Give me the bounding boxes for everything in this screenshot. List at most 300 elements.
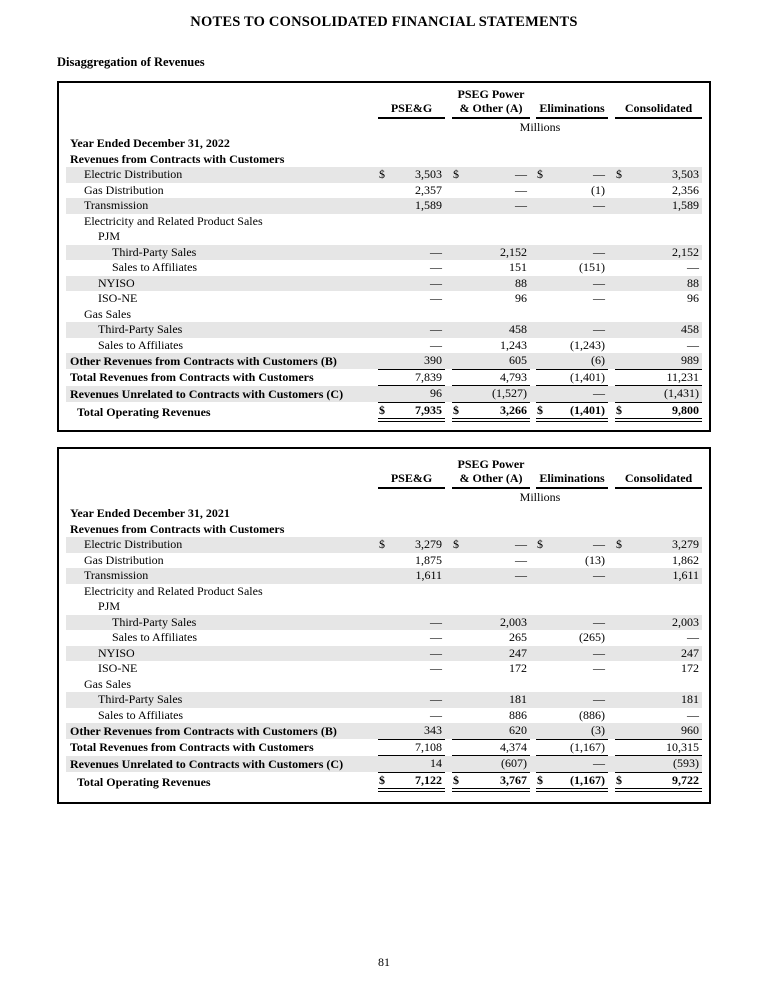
cell-dollar-sign: $ — [378, 402, 394, 420]
cell-value: 172 — [681, 661, 700, 675]
row-label: Total Operating Revenues — [77, 774, 211, 789]
cell-dollar-sign — [615, 615, 630, 631]
cell-dollar-sign: $ — [536, 167, 550, 183]
cell-value: — — [550, 198, 608, 214]
table-row — [66, 756, 702, 773]
cell-dollar-sign — [536, 245, 550, 261]
cell-dollar-sign — [536, 136, 550, 152]
cell-value — [468, 599, 530, 615]
cell-dollar-sign — [378, 136, 394, 152]
cell-dollar-sign — [378, 568, 394, 584]
units-row — [66, 488, 702, 506]
cell-dollar-sign — [378, 646, 394, 662]
cell-gap — [608, 183, 615, 199]
table-row — [66, 506, 702, 522]
cell-dollar-sign — [536, 661, 550, 677]
cell-dollar-sign — [615, 136, 630, 152]
cell-value: — — [687, 707, 700, 722]
cell-value: 1,875 — [415, 552, 442, 567]
cell-dollar-sign — [615, 276, 630, 292]
cell-dollar-sign — [452, 739, 468, 756]
cell-value: 151 — [509, 260, 527, 274]
row-label: Electric Distribution — [66, 167, 378, 183]
cell-dollar-sign — [452, 307, 468, 323]
cell-value: — — [550, 568, 608, 584]
cell-value — [630, 584, 702, 600]
cell-value: 9,722 — [630, 772, 702, 790]
cell-dollar-sign — [452, 291, 468, 307]
cell-gap — [445, 276, 452, 292]
cell-value: — — [394, 322, 445, 338]
cell-dollar-sign — [452, 522, 468, 538]
cell-gap — [608, 661, 615, 677]
row-label: Third-Party Sales — [66, 615, 378, 631]
cell-value — [630, 152, 702, 168]
cell-value: — — [515, 182, 527, 197]
cell-value: 10,315 — [630, 739, 702, 756]
cell-dollar-sign — [536, 291, 550, 307]
cell-value: (607) — [468, 756, 530, 773]
row-label: PJM — [98, 229, 121, 243]
cell-dollar-sign — [378, 599, 394, 615]
cell-value — [394, 136, 445, 152]
row-label: ISO-NE — [98, 661, 138, 675]
cell-value: 343 — [394, 723, 445, 739]
row-label: PJM — [98, 599, 121, 613]
cell-dollar-sign: $ — [452, 167, 468, 183]
cell-value: 1,611 — [630, 568, 702, 584]
table-row — [66, 739, 702, 756]
cell-gap — [445, 522, 452, 538]
cell-dollar-sign — [615, 260, 630, 276]
column-gap — [445, 458, 452, 488]
section-heading: Disaggregation of Revenues — [57, 55, 205, 69]
row-label: Gas Distribution — [84, 552, 164, 567]
cell-value: (1,527) — [468, 386, 530, 403]
cell-gap — [608, 568, 615, 584]
row-label: Sales to Affiliates — [98, 707, 184, 722]
cell-dollar-sign — [536, 506, 550, 522]
cell-dollar-sign — [615, 338, 630, 354]
cell-dollar-sign — [615, 198, 630, 214]
cell-dollar-sign — [452, 136, 468, 152]
table-row — [66, 646, 702, 662]
cell-gap — [608, 214, 615, 230]
cell-value: — — [550, 276, 608, 292]
cell-dollar-sign — [536, 522, 550, 538]
table-row — [66, 661, 702, 677]
cell-gap — [608, 260, 615, 276]
table-row — [66, 214, 702, 230]
table-row — [66, 599, 702, 615]
cell-dollar-sign — [452, 353, 468, 369]
cell-dollar-sign: $ — [615, 402, 630, 420]
cell-dollar-sign — [452, 553, 468, 569]
cell-dollar-sign — [536, 568, 550, 584]
cell-dollar-sign — [536, 723, 550, 739]
column-header: PSEG Power & Other (A) — [452, 88, 530, 118]
cell-gap — [445, 402, 452, 420]
cell-dollar-sign — [378, 553, 394, 569]
row-label: Third-Party Sales — [66, 322, 378, 338]
cell-value — [630, 229, 702, 245]
cell-gap — [608, 291, 615, 307]
cell-value — [468, 307, 530, 323]
cell-gap — [608, 322, 615, 338]
table-row — [66, 553, 702, 569]
cell-dollar-sign — [536, 739, 550, 756]
cell-dollar-sign: $ — [378, 772, 394, 790]
cell-dollar-sign — [615, 677, 630, 693]
cell-dollar-sign — [452, 322, 468, 338]
units-label: Millions — [519, 490, 561, 504]
cell-gap — [445, 553, 452, 569]
cell-dollar-sign — [452, 692, 468, 708]
cell-value: 7,935 — [394, 402, 445, 420]
cell-dollar-sign — [615, 506, 630, 522]
cell-value: 3,279 — [630, 537, 702, 553]
tables-container — [0, 81, 768, 804]
cell-value: 3,503 — [394, 167, 445, 183]
table-row — [66, 692, 702, 708]
cell-gap — [445, 739, 452, 756]
table-row — [66, 630, 702, 646]
cell-dollar-sign — [378, 214, 394, 230]
cell-value: — — [687, 260, 700, 274]
cell-value — [550, 214, 608, 230]
cell-dollar-sign — [536, 353, 550, 369]
cell-value: (13) — [585, 552, 606, 567]
table-row — [66, 584, 702, 600]
cell-value — [550, 152, 608, 168]
table-row — [66, 522, 702, 538]
cell-value: 3,767 — [468, 772, 530, 790]
table-row — [66, 772, 702, 790]
cell-dollar-sign — [378, 692, 394, 708]
cell-gap — [445, 386, 452, 403]
cell-dollar-sign — [615, 245, 630, 261]
cell-dollar-sign — [615, 214, 630, 230]
column-header: Consolidated — [615, 88, 702, 118]
cell-value: — — [687, 630, 700, 644]
cell-gap — [445, 661, 452, 677]
cell-value: 605 — [468, 353, 530, 369]
cell-value: 458 — [630, 322, 702, 338]
cell-dollar-sign — [536, 708, 550, 724]
row-label: Transmission — [66, 198, 378, 214]
row-label: Gas Sales — [84, 676, 131, 691]
cell-value — [630, 599, 702, 615]
cell-dollar-sign — [378, 506, 394, 522]
row-label: Sales to Affiliates — [112, 630, 198, 644]
table-row — [66, 229, 702, 245]
cell-value: 2,356 — [672, 182, 700, 197]
cell-gap — [445, 772, 452, 790]
cell-gap — [445, 369, 452, 386]
cell-value: 7,122 — [394, 772, 445, 790]
revenue-table-2021 — [57, 447, 711, 804]
cell-dollar-sign — [536, 260, 550, 276]
cell-dollar-sign — [615, 553, 630, 569]
cell-gap — [445, 260, 452, 276]
cell-gap — [445, 723, 452, 739]
cell-gap — [608, 307, 615, 323]
cell-dollar-sign — [378, 229, 394, 245]
cell-dollar-sign — [615, 756, 630, 773]
column-gap — [608, 88, 615, 118]
cell-dollar-sign: $ — [452, 537, 468, 553]
row-label: Electricity and Related Product Sales — [84, 213, 263, 228]
row-label: Revenues Unrelated to Contracts with Customers (C) — [66, 756, 378, 773]
cell-gap — [445, 537, 452, 553]
cell-dollar-sign — [378, 615, 394, 631]
row-label: NYISO — [66, 276, 378, 292]
cell-dollar-sign — [452, 599, 468, 615]
row-label: Other Revenues from Contracts with Customers (B) — [66, 723, 378, 739]
cell-value: — — [550, 386, 608, 403]
cell-dollar-sign — [378, 152, 394, 168]
cell-value: 4,374 — [468, 739, 530, 756]
cell-value — [550, 229, 608, 245]
cell-value: 9,800 — [630, 402, 702, 420]
row-label: Gas Distribution — [84, 182, 164, 197]
table-row — [66, 402, 702, 420]
cell-dollar-sign — [378, 630, 394, 646]
revenue-table — [66, 88, 702, 422]
row-label: Year Ended December 31, 2022 — [70, 136, 230, 150]
cell-gap — [445, 183, 452, 199]
cell-value — [550, 506, 608, 522]
cell-gap — [608, 646, 615, 662]
row-label: Total Operating Revenues — [77, 404, 211, 419]
table-row — [66, 136, 702, 152]
cell-dollar-sign — [378, 198, 394, 214]
cell-value: 886 — [509, 707, 527, 722]
cell-value: (1,401) — [550, 402, 608, 420]
cell-gap — [608, 167, 615, 183]
cell-value: — — [550, 245, 608, 261]
cell-gap — [445, 198, 452, 214]
table-row — [66, 677, 702, 693]
cell-dollar-sign — [452, 369, 468, 386]
cell-dollar-sign — [615, 661, 630, 677]
table-row — [66, 245, 702, 261]
cell-value: — — [550, 615, 608, 631]
cell-dollar-sign — [536, 307, 550, 323]
row-label: Total Revenues from Contracts with Customers — [70, 740, 314, 754]
cell-dollar-sign — [536, 152, 550, 168]
cell-dollar-sign — [378, 353, 394, 369]
cell-value: 11,231 — [630, 369, 702, 386]
cell-dollar-sign — [452, 584, 468, 600]
cell-value — [550, 522, 608, 538]
cell-gap — [608, 353, 615, 369]
cell-gap — [608, 245, 615, 261]
row-label: Gas Sales — [84, 306, 131, 321]
cell-dollar-sign: $ — [452, 772, 468, 790]
cell-dollar-sign — [536, 198, 550, 214]
row-label: Electricity and Related Product Sales — [84, 583, 263, 598]
cell-dollar-sign — [452, 245, 468, 261]
cell-value: 3,279 — [394, 537, 445, 553]
cell-gap — [445, 291, 452, 307]
cell-dollar-sign — [452, 756, 468, 773]
cell-gap — [445, 630, 452, 646]
cell-dollar-sign — [615, 708, 630, 724]
cell-value — [468, 229, 530, 245]
row-label: Third-Party Sales — [66, 245, 378, 261]
cell-dollar-sign — [615, 386, 630, 403]
cell-value: — — [550, 646, 608, 662]
row-label: Revenues Unrelated to Contracts with Customers (C) — [66, 386, 378, 403]
cell-value: 2,152 — [630, 245, 702, 261]
table-row — [66, 260, 702, 276]
cell-dollar-sign — [615, 307, 630, 323]
cell-gap — [608, 772, 615, 790]
cell-dollar-sign: $ — [536, 537, 550, 553]
cell-dollar-sign — [536, 338, 550, 354]
cell-dollar-sign — [615, 630, 630, 646]
cell-dollar-sign — [536, 183, 550, 199]
table-row — [66, 537, 702, 553]
cell-value — [550, 599, 608, 615]
cell-dollar-sign — [615, 369, 630, 386]
cell-value — [550, 307, 608, 323]
cell-dollar-sign — [378, 708, 394, 724]
cell-dollar-sign — [378, 291, 394, 307]
cell-dollar-sign — [536, 322, 550, 338]
cell-dollar-sign — [536, 276, 550, 292]
cell-value: (1) — [591, 182, 606, 197]
cell-value: — — [468, 167, 530, 183]
cell-dollar-sign — [378, 322, 394, 338]
cell-dollar-sign — [615, 291, 630, 307]
cell-value — [468, 584, 530, 600]
cell-gap — [608, 369, 615, 386]
cell-gap — [608, 739, 615, 756]
cell-dollar-sign — [452, 630, 468, 646]
table-row — [66, 615, 702, 631]
cell-value: (1,243) — [570, 337, 606, 352]
cell-dollar-sign — [615, 584, 630, 600]
cell-dollar-sign — [378, 369, 394, 386]
cell-dollar-sign — [452, 198, 468, 214]
cell-dollar-sign — [536, 677, 550, 693]
cell-value — [630, 214, 702, 230]
cell-value — [468, 522, 530, 538]
cell-dollar-sign — [378, 677, 394, 693]
row-label: Sales to Affiliates — [98, 337, 184, 352]
table-row — [66, 708, 702, 724]
cell-value: (151) — [579, 260, 606, 274]
cell-value: — — [550, 322, 608, 338]
cell-gap — [445, 599, 452, 615]
cell-value: — — [550, 692, 608, 708]
cell-gap — [608, 522, 615, 538]
cell-value: 96 — [687, 291, 700, 305]
cell-dollar-sign — [536, 386, 550, 403]
row-label: Sales to Affiliates — [112, 260, 198, 274]
cell-value: — — [430, 337, 442, 352]
cell-dollar-sign — [378, 183, 394, 199]
cell-dollar-sign: $ — [452, 402, 468, 420]
cell-gap — [445, 677, 452, 693]
column-header: PSEG Power & Other (A) — [452, 458, 530, 488]
cell-dollar-sign — [536, 369, 550, 386]
page-number: 81 — [378, 955, 390, 969]
cell-dollar-sign — [452, 677, 468, 693]
cell-value: — — [394, 245, 445, 261]
cell-dollar-sign — [378, 756, 394, 773]
cell-value: 1,243 — [500, 337, 527, 352]
cell-value — [468, 136, 530, 152]
cell-dollar-sign — [378, 661, 394, 677]
row-label: Other Revenues from Contracts with Customers (B) — [66, 353, 378, 369]
cell-value: 3,266 — [468, 402, 530, 420]
cell-gap — [445, 692, 452, 708]
table-row — [66, 568, 702, 584]
cell-value — [630, 136, 702, 152]
cell-dollar-sign — [536, 599, 550, 615]
cell-value: 620 — [468, 723, 530, 739]
cell-value — [394, 229, 445, 245]
cell-gap — [608, 276, 615, 292]
units-row — [66, 118, 702, 136]
cell-gap — [608, 599, 615, 615]
column-header: PSE&G — [378, 458, 445, 488]
cell-value — [550, 677, 608, 693]
cell-dollar-sign — [615, 723, 630, 739]
cell-gap — [608, 615, 615, 631]
cell-gap — [445, 136, 452, 152]
cell-value — [394, 214, 445, 230]
cell-value: 88 — [468, 276, 530, 292]
cell-value: (886) — [579, 707, 606, 722]
cell-value: — — [687, 337, 700, 352]
cell-value: (1,167) — [550, 739, 608, 756]
cell-dollar-sign — [378, 245, 394, 261]
cell-value: — — [468, 198, 530, 214]
column-header: PSE&G — [378, 88, 445, 118]
cell-value: — — [593, 661, 606, 675]
cell-gap — [445, 322, 452, 338]
cell-dollar-sign — [536, 229, 550, 245]
cell-dollar-sign: $ — [536, 772, 550, 790]
cell-dollar-sign — [452, 260, 468, 276]
cell-dollar-sign — [378, 276, 394, 292]
cell-value — [468, 152, 530, 168]
cell-value: 4,793 — [468, 369, 530, 386]
cell-gap — [608, 630, 615, 646]
page-title: NOTES TO CONSOLIDATED FINANCIAL STATEMENTS — [190, 14, 578, 30]
cell-gap — [608, 152, 615, 168]
table-row — [66, 167, 702, 183]
cell-value: (1,431) — [630, 386, 702, 403]
cell-gap — [445, 152, 452, 168]
cell-value: 989 — [630, 353, 702, 369]
cell-dollar-sign — [615, 599, 630, 615]
cell-value — [468, 677, 530, 693]
cell-value: — — [468, 537, 530, 553]
table-row — [66, 198, 702, 214]
cell-value: — — [394, 692, 445, 708]
cell-dollar-sign — [615, 183, 630, 199]
row-label: Transmission — [66, 568, 378, 584]
cell-value: 247 — [468, 646, 530, 662]
cell-dollar-sign — [536, 692, 550, 708]
cell-value: 96 — [394, 386, 445, 403]
table-row — [66, 386, 702, 403]
